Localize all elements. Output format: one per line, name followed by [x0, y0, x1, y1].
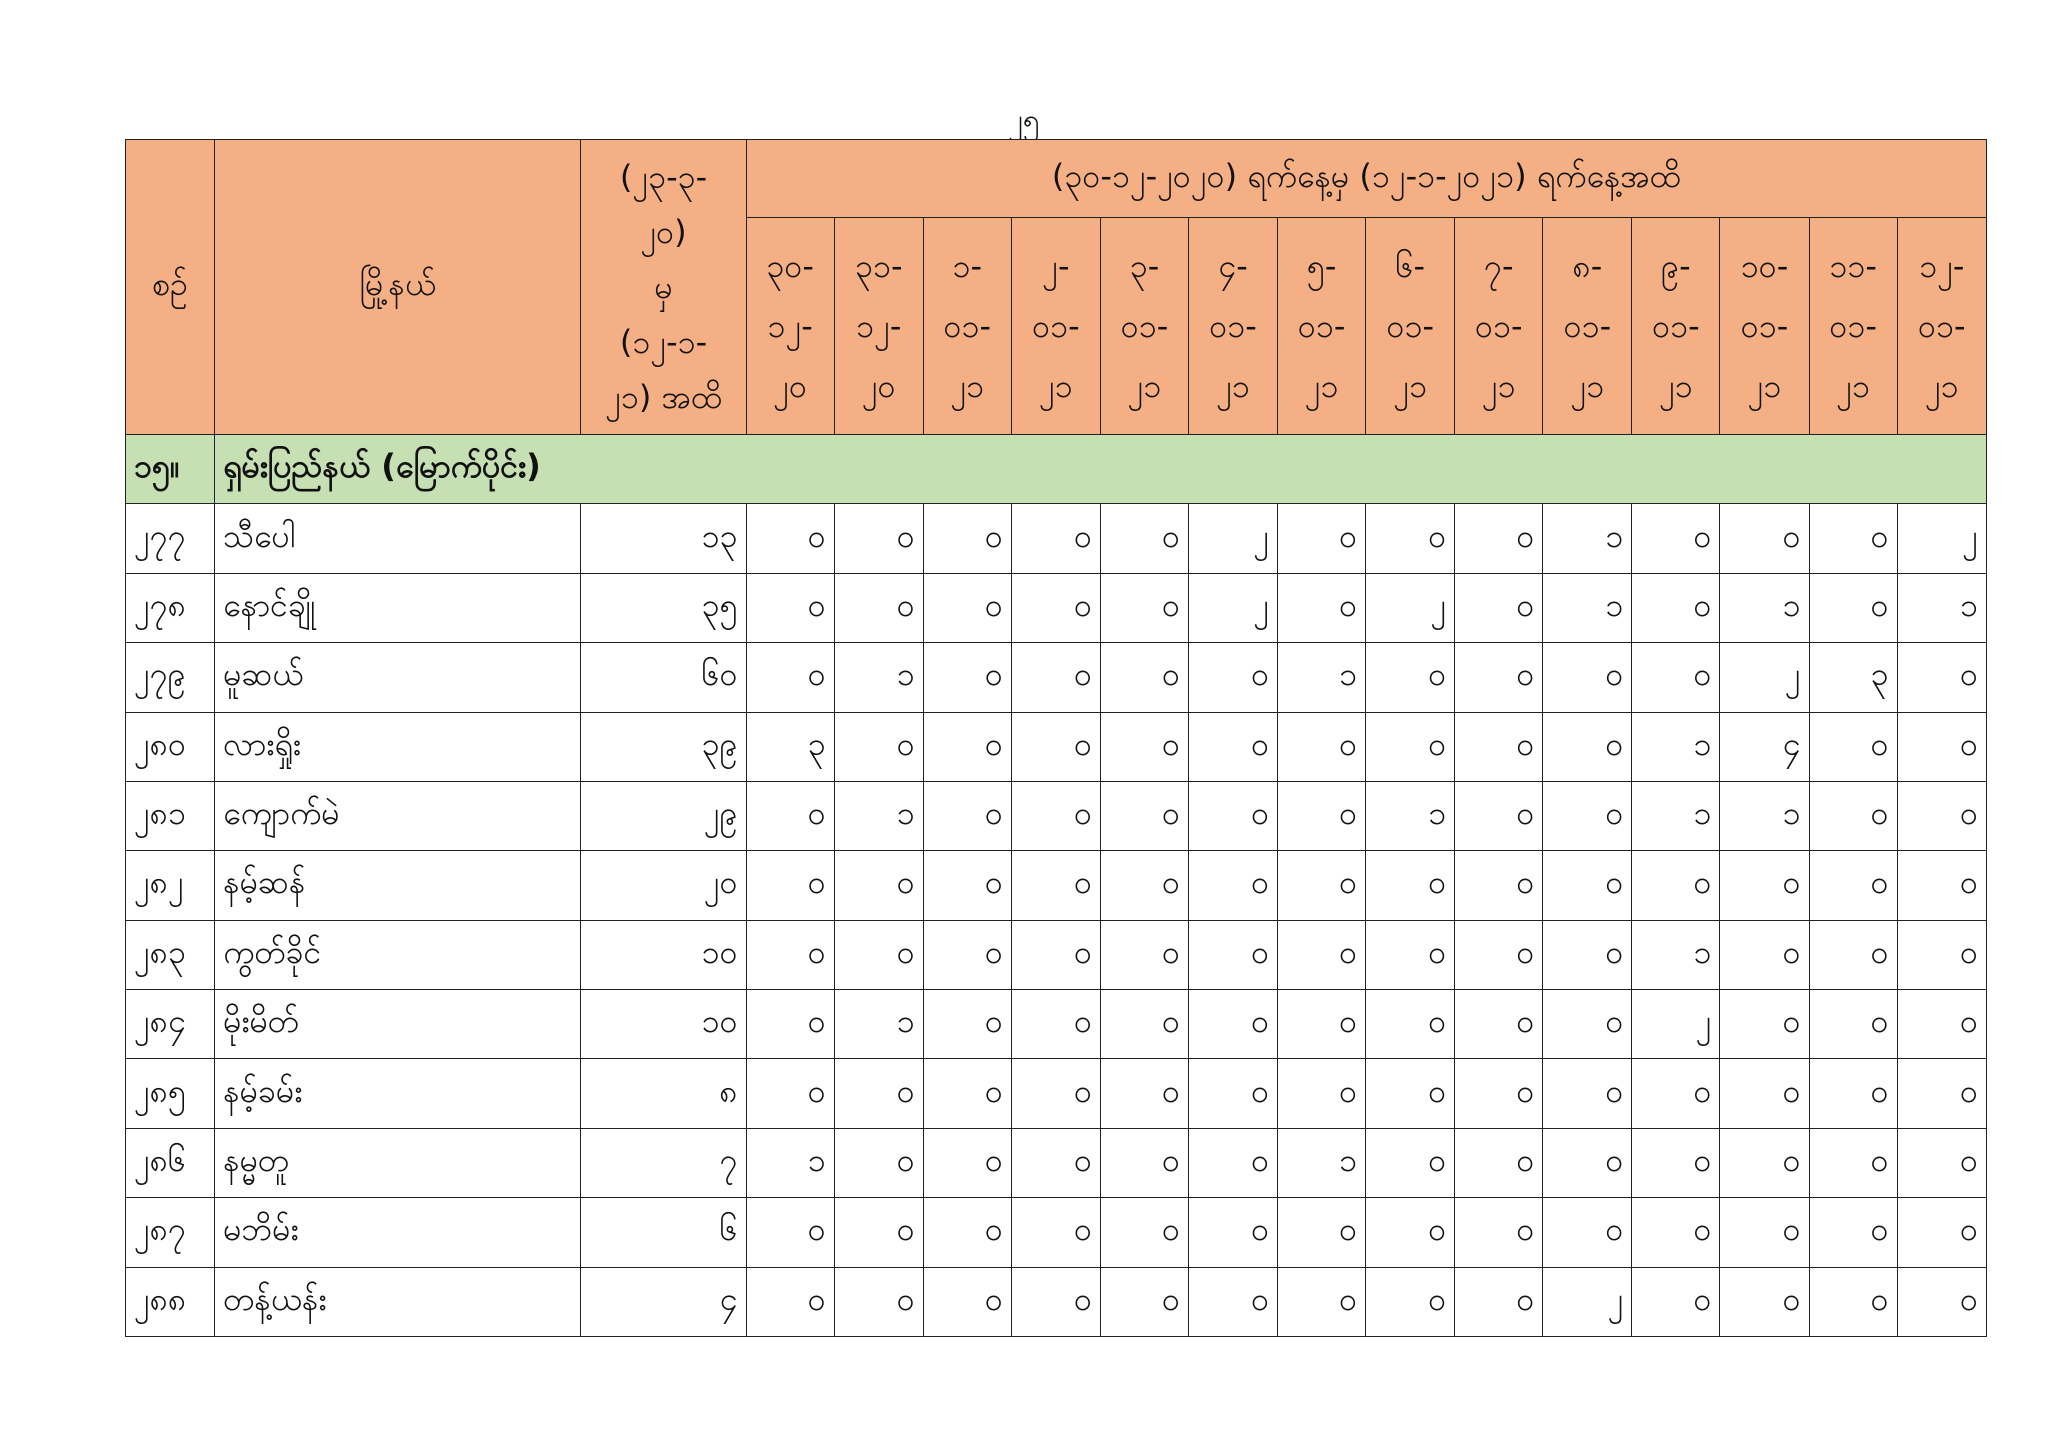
row-total: ၇: [581, 1128, 746, 1197]
row-daily-value: ၀: [1632, 851, 1720, 920]
row-daily-value: ၀: [1189, 781, 1278, 850]
row-daily-value: ၀: [1455, 643, 1543, 712]
row-daily-value: ၀: [1100, 920, 1188, 989]
row-township: သီပေါ: [215, 504, 581, 573]
row-total: ၈: [581, 1059, 746, 1128]
header-date-line: ၄-: [1218, 247, 1248, 285]
header-date-line: ၃၀-: [766, 247, 814, 285]
row-daily-value: ၀: [1720, 1267, 1809, 1337]
row-daily-value: ၀: [1189, 643, 1278, 712]
header-township: မြို့နယ်: [215, 140, 581, 435]
header-period: (၃၀-၁၂-၂၀၂၀) ရက်နေ့မှ (၁၂-၁-၂၀၂၁) ရက်နေ့အထိ: [746, 140, 1986, 218]
row-daily-value: ၀: [1100, 573, 1188, 642]
row-daily-value: ၀: [1809, 781, 1897, 850]
header-date: [1011, 218, 1100, 435]
row-daily-value: ၂: [1189, 573, 1278, 642]
row-daily-value: ၀: [1366, 920, 1455, 989]
header-date: [1189, 218, 1278, 435]
row-daily-value: ၀: [1011, 1128, 1100, 1197]
row-daily-value: ၀: [1897, 1267, 1986, 1337]
row-total: ၄: [581, 1267, 746, 1337]
row-daily-value: ၃: [746, 712, 834, 781]
row-daily-value: ၀: [1897, 1059, 1986, 1128]
row-daily-value: ၀: [1809, 1198, 1897, 1267]
header-date-line: ၂၁: [1216, 367, 1250, 405]
row-daily-value: ၀: [1632, 1198, 1720, 1267]
row-daily-value: ၀: [923, 573, 1011, 642]
row-daily-value: ၂: [1543, 1267, 1632, 1337]
header-range-line: မှ: [654, 267, 673, 306]
row-total: ၁၃: [581, 504, 746, 573]
row-daily-value: ၀: [834, 920, 923, 989]
header-range-line: (၂၃-၃-: [619, 157, 708, 196]
header-date-line: ၃-: [1129, 247, 1160, 285]
header-date-line: ၂၀: [773, 367, 808, 405]
table-row: [126, 990, 1987, 1059]
row-serial: ၂၈၀: [126, 712, 215, 781]
row-total: ၁၀: [581, 920, 746, 989]
row-daily-value: ၀: [1278, 504, 1366, 573]
row-daily-value: ၀: [923, 1128, 1011, 1197]
row-daily-value: ၀: [1809, 504, 1897, 573]
row-daily-value: ၀: [1100, 1059, 1188, 1128]
row-daily-value: ၁: [1543, 573, 1632, 642]
row-daily-value: ၀: [834, 504, 923, 573]
row-serial: ၂၈၆: [126, 1128, 215, 1197]
row-township: မဘိမ်း: [215, 1198, 581, 1267]
header-range: [581, 140, 746, 435]
header-date-line: ၂၁: [1039, 367, 1073, 405]
row-daily-value: ၀: [923, 504, 1011, 573]
row-daily-value: ၀: [1543, 1128, 1632, 1197]
row-township: ကွတ်ခိုင်: [215, 920, 581, 989]
row-daily-value: ၀: [746, 643, 834, 712]
row-daily-value: ၁: [1632, 712, 1720, 781]
row-daily-value: ၀: [1720, 1059, 1809, 1128]
header-date-line: ၀၁-: [1740, 307, 1789, 345]
row-daily-value: ၀: [1897, 643, 1986, 712]
header-date-line: ၂၁: [1836, 367, 1870, 405]
header-date-line: ၀၁-: [1918, 307, 1966, 345]
row-daily-value: ၀: [1100, 1198, 1188, 1267]
row-township: နမ္မတူ: [215, 1128, 581, 1197]
row-daily-value: ၀: [1897, 920, 1986, 989]
row-daily-value: ၃: [1809, 643, 1897, 712]
header-range-line: ၂၀): [640, 212, 687, 251]
row-total: ၆: [581, 1198, 746, 1267]
header-date-line: ၂၁: [1304, 367, 1339, 405]
header-date-line: ၁၁-: [1829, 247, 1877, 285]
row-daily-value: ၀: [1809, 1128, 1897, 1197]
row-daily-value: ၀: [1897, 990, 1986, 1059]
header-date: [1455, 218, 1543, 435]
row-daily-value: ၀: [923, 1198, 1011, 1267]
row-daily-value: ၀: [923, 990, 1011, 1059]
row-daily-value: ၀: [923, 643, 1011, 712]
row-daily-value: ၀: [1100, 851, 1188, 920]
row-daily-value: ၀: [1809, 851, 1897, 920]
header-date-line: ၂၁: [1747, 367, 1782, 405]
row-serial: ၂၈၅: [126, 1059, 215, 1128]
row-daily-value: ၀: [746, 1059, 834, 1128]
row-daily-value: ၀: [1809, 712, 1897, 781]
row-daily-value: ၀: [1011, 990, 1100, 1059]
row-daily-value: ၂: [1189, 504, 1278, 573]
header-date: [1632, 218, 1720, 435]
header-date: [1100, 218, 1188, 435]
row-daily-value: ၀: [923, 851, 1011, 920]
row-daily-value: ၀: [1632, 643, 1720, 712]
row-daily-value: ၀: [1189, 1267, 1278, 1337]
row-daily-value: ၀: [923, 920, 1011, 989]
row-township: လားရှိုး: [215, 712, 581, 781]
header-date: [1720, 218, 1809, 435]
row-daily-value: ၀: [1011, 920, 1100, 989]
row-daily-value: ၀: [1011, 643, 1100, 712]
row-daily-value: ၀: [1278, 1059, 1366, 1128]
row-daily-value: ၀: [1632, 1128, 1720, 1197]
row-daily-value: ၀: [834, 1059, 923, 1128]
row-daily-value: ၀: [1455, 1128, 1543, 1197]
header-date-line: ၂-: [1042, 247, 1070, 285]
row-daily-value: ၁: [746, 1128, 834, 1197]
header-date-line: ၀၁-: [1829, 307, 1877, 345]
row-daily-value: ၀: [1011, 1198, 1100, 1267]
row-daily-value: ၀: [1189, 712, 1278, 781]
table-row: [126, 712, 1987, 781]
row-daily-value: ၂: [1897, 504, 1986, 573]
header-date: [834, 218, 923, 435]
header-date-line: ၁၂-: [1919, 247, 1965, 285]
row-daily-value: ၀: [1100, 643, 1188, 712]
header-range-line: (၁၂-၁-: [619, 322, 708, 361]
row-daily-value: ၁: [1632, 781, 1720, 850]
row-daily-value: ၀: [1809, 573, 1897, 642]
header-date-line: ၀၁-: [1652, 307, 1700, 345]
row-daily-value: ၀: [746, 504, 834, 573]
row-daily-value: ၀: [1011, 504, 1100, 573]
header-date: [1897, 218, 1986, 435]
row-daily-value: ၀: [1455, 1059, 1543, 1128]
row-daily-value: ၀: [1278, 1198, 1366, 1267]
table-row: [126, 1198, 1987, 1267]
header-date-line: ၈-: [1572, 247, 1603, 285]
header-date: [923, 218, 1011, 435]
row-daily-value: ၀: [923, 1059, 1011, 1128]
row-daily-value: ၀: [1189, 1059, 1278, 1128]
header-date-line: ၂၁: [1481, 367, 1516, 405]
row-daily-value: ၀: [1189, 920, 1278, 989]
row-daily-value: ၀: [1366, 1198, 1455, 1267]
row-daily-value: ၀: [1809, 1059, 1897, 1128]
row-daily-value: ၀: [1543, 1059, 1632, 1128]
row-daily-value: ၀: [1011, 851, 1100, 920]
row-daily-value: ၀: [1189, 990, 1278, 1059]
row-daily-value: ၀: [834, 1267, 923, 1337]
row-daily-value: ၀: [746, 920, 834, 989]
row-daily-value: ၀: [1278, 781, 1366, 850]
row-daily-value: ၂: [1720, 643, 1809, 712]
table-row: [126, 851, 1987, 920]
row-township: နောင်ချို: [215, 573, 581, 642]
table-row: [126, 643, 1987, 712]
row-daily-value: ၀: [1720, 851, 1809, 920]
section-row: [126, 435, 1987, 504]
row-daily-value: ၀: [1366, 643, 1455, 712]
row-daily-value: ၀: [1100, 712, 1188, 781]
header-date-line: ၆-: [1395, 247, 1425, 285]
header-date-line: ၃၁-: [854, 247, 903, 285]
row-daily-value: ၀: [1720, 504, 1809, 573]
row-total: ၂၀: [581, 851, 746, 920]
row-daily-value: ၀: [1011, 712, 1100, 781]
row-daily-value: ၀: [1366, 990, 1455, 1059]
row-total: ၁၀: [581, 990, 746, 1059]
header-date-line: ၉-: [1661, 247, 1691, 285]
row-daily-value: ၀: [1366, 1059, 1455, 1128]
row-daily-value: ၀: [746, 990, 834, 1059]
row-daily-value: ၀: [1543, 643, 1632, 712]
header-date-line: ၀၁-: [1475, 307, 1523, 345]
row-daily-value: ၁: [1366, 781, 1455, 850]
row-daily-value: ၀: [1455, 920, 1543, 989]
row-daily-value: ၀: [1455, 504, 1543, 573]
row-serial: ၂၇၈: [126, 573, 215, 642]
row-township: မူဆယ်: [215, 643, 581, 712]
row-daily-value: ၀: [1809, 1267, 1897, 1337]
row-serial: ၂၈၈: [126, 1267, 215, 1337]
row-daily-value: ၀: [1543, 712, 1632, 781]
header-date-line: ၁-: [952, 247, 983, 285]
row-daily-value: ၀: [1011, 573, 1100, 642]
row-township: နမ့်ခမ်း: [215, 1059, 581, 1128]
row-daily-value: ၁: [1278, 1128, 1366, 1197]
row-daily-value: ၁: [1543, 504, 1632, 573]
header-date: [746, 218, 834, 435]
row-daily-value: ၀: [834, 851, 923, 920]
table-row: [126, 1059, 1987, 1128]
row-daily-value: ၀: [1100, 990, 1188, 1059]
row-daily-value: ၀: [1632, 1059, 1720, 1128]
row-daily-value: ၀: [1632, 504, 1720, 573]
row-daily-value: ၀: [1455, 851, 1543, 920]
table-row: [126, 504, 1987, 573]
row-daily-value: ၀: [923, 1267, 1011, 1337]
row-daily-value: ၀: [746, 781, 834, 850]
row-serial: ၂၇၇: [126, 504, 215, 573]
row-daily-value: ၀: [1720, 990, 1809, 1059]
header-date-line: ၂၁: [950, 367, 985, 405]
row-daily-value: ၀: [1455, 573, 1543, 642]
row-daily-value: ၀: [1011, 1059, 1100, 1128]
row-serial: ၂၈၇: [126, 1198, 215, 1267]
header-date-line: ၀၁-: [1120, 307, 1169, 345]
row-daily-value: ၀: [1455, 712, 1543, 781]
row-daily-value: ၀: [1278, 990, 1366, 1059]
row-daily-value: ၀: [1100, 1128, 1188, 1197]
covid-cases-table: [125, 139, 1987, 1337]
row-daily-value: ၀: [1366, 1267, 1455, 1337]
row-daily-value: ၀: [1100, 1267, 1188, 1337]
row-daily-value: ၀: [1543, 1198, 1632, 1267]
section-title: ရှမ်းပြည်နယ် (မြောက်ပိုင်း): [215, 435, 1987, 504]
row-daily-value: ၀: [1632, 573, 1720, 642]
row-daily-value: ၀: [1632, 1267, 1720, 1337]
row-daily-value: ၄: [1720, 712, 1809, 781]
row-daily-value: ၀: [746, 1198, 834, 1267]
row-serial: ၂၈၄: [126, 990, 215, 1059]
header-date-line: ၀၁-: [1386, 307, 1434, 345]
section-number: ၁၅။: [126, 435, 215, 504]
header-date-line: ၂၁: [1127, 367, 1162, 405]
header-serial: စဉ်: [126, 140, 215, 435]
row-serial: ၂၈၃: [126, 920, 215, 989]
row-daily-value: ၀: [1543, 851, 1632, 920]
header-date-line: ၇-: [1484, 247, 1514, 285]
header-date-line: ၁၂-: [856, 307, 902, 345]
row-daily-value: ၀: [1366, 504, 1455, 573]
row-daily-value: ၀: [1543, 781, 1632, 850]
row-daily-value: ၁: [1632, 920, 1720, 989]
row-daily-value: ၀: [923, 781, 1011, 850]
row-daily-value: ၀: [1455, 1267, 1543, 1337]
header-date-line: ၂၁: [1924, 367, 1959, 405]
header-date: [1278, 218, 1366, 435]
header-date-line: ၂၀: [861, 367, 896, 405]
row-township: မိုးမိတ်: [215, 990, 581, 1059]
row-daily-value: ၀: [1809, 990, 1897, 1059]
row-daily-value: ၀: [923, 712, 1011, 781]
table-row: [126, 1128, 1987, 1197]
row-daily-value: ၁: [1897, 573, 1986, 642]
row-daily-value: ၀: [1720, 1198, 1809, 1267]
row-daily-value: ၂: [1632, 990, 1720, 1059]
row-daily-value: ၀: [1100, 504, 1188, 573]
row-daily-value: ၀: [1366, 1128, 1455, 1197]
row-total: ၂၉: [581, 781, 746, 850]
row-township: နမ့်ဆန်: [215, 851, 581, 920]
header-date-line: ၀၁-: [1297, 307, 1346, 345]
header-date-line: ၂၁: [1659, 367, 1693, 405]
row-daily-value: ၀: [1809, 920, 1897, 989]
row-daily-value: ၁: [834, 781, 923, 850]
row-daily-value: ၀: [1897, 781, 1986, 850]
row-daily-value: ၀: [1011, 781, 1100, 850]
row-total: ၃၅: [581, 573, 746, 642]
table-row: [126, 920, 1987, 989]
row-daily-value: ၀: [1455, 1198, 1543, 1267]
table-row: [126, 1267, 1987, 1337]
row-daily-value: ၀: [1278, 712, 1366, 781]
row-daily-value: ၀: [1455, 781, 1543, 850]
header-date-line: ၀၁-: [1209, 307, 1257, 345]
row-daily-value: ၀: [1897, 712, 1986, 781]
row-daily-value: ၀: [1897, 851, 1986, 920]
row-daily-value: ၀: [1720, 1128, 1809, 1197]
row-daily-value: ၀: [746, 851, 834, 920]
header-date: [1809, 218, 1897, 435]
row-daily-value: ၀: [834, 1128, 923, 1197]
row-serial: ၂၈၂: [126, 851, 215, 920]
header-date-line: ၀၁-: [1563, 307, 1612, 345]
row-daily-value: ၂: [1366, 573, 1455, 642]
table-row: [126, 573, 1987, 642]
row-daily-value: ၀: [746, 573, 834, 642]
header-date: [1543, 218, 1632, 435]
header-date-line: ၁၂-: [767, 307, 813, 345]
row-daily-value: ၀: [1278, 573, 1366, 642]
table-row: [126, 781, 1987, 850]
row-total: ၆၀: [581, 643, 746, 712]
row-daily-value: ၁: [1720, 781, 1809, 850]
header-date-line: ၀၁-: [943, 307, 992, 345]
row-serial: ၂၈၁: [126, 781, 215, 850]
row-daily-value: ၀: [1189, 851, 1278, 920]
row-daily-value: ၀: [1366, 712, 1455, 781]
row-daily-value: ၀: [1543, 920, 1632, 989]
row-daily-value: ၁: [1720, 573, 1809, 642]
header-range-line: ၂၁) အထိ: [605, 377, 722, 416]
row-daily-value: ၀: [1897, 1198, 1986, 1267]
row-township: ကျောက်မဲ: [215, 781, 581, 850]
row-daily-value: ၁: [834, 990, 923, 1059]
row-total: ၃၉: [581, 712, 746, 781]
header-date-line: ၀၁-: [1032, 307, 1080, 345]
row-daily-value: ၀: [1543, 990, 1632, 1059]
row-daily-value: ၁: [1278, 643, 1366, 712]
row-daily-value: ၀: [1897, 1128, 1986, 1197]
row-daily-value: ၀: [1278, 920, 1366, 989]
header-date-line: ၁၀-: [1740, 247, 1789, 285]
row-daily-value: ၀: [1189, 1128, 1278, 1197]
row-daily-value: ၀: [746, 1267, 834, 1337]
row-daily-value: ၀: [1189, 1198, 1278, 1267]
row-township: တန့်ယန်း: [215, 1267, 581, 1337]
page-number: ၂၅: [1008, 103, 1040, 138]
row-daily-value: ၀: [834, 1198, 923, 1267]
header-date-line: ၅-: [1306, 247, 1337, 285]
header-date: [1366, 218, 1455, 435]
row-daily-value: ၀: [1455, 990, 1543, 1059]
row-daily-value: ၀: [834, 573, 923, 642]
row-daily-value: ၀: [1011, 1267, 1100, 1337]
row-daily-value: ၀: [1720, 920, 1809, 989]
row-daily-value: ၀: [1100, 781, 1188, 850]
row-daily-value: ၀: [834, 712, 923, 781]
row-daily-value: ၀: [1278, 1267, 1366, 1337]
row-serial: ၂၇၉: [126, 643, 215, 712]
row-daily-value: ၁: [834, 643, 923, 712]
header-date-line: ၂၁: [1570, 367, 1605, 405]
row-daily-value: ၀: [1366, 851, 1455, 920]
row-daily-value: ၀: [1278, 851, 1366, 920]
header-date-line: ၂၁: [1393, 367, 1428, 405]
